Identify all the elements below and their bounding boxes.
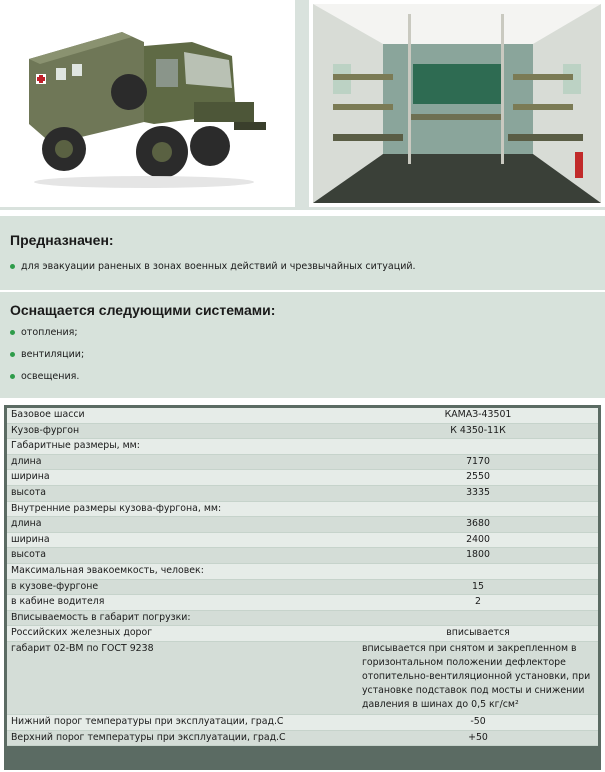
spec-row [7,470,598,486]
military-ambulance-truck-photo [4,4,291,203]
spec-row [7,485,598,501]
spec-row [7,610,598,626]
systems-item [10,349,84,360]
spec-label: Внутренние размеры кузова-фургона, мм: [7,501,358,517]
spec-value [358,439,598,455]
spec-value [358,501,598,517]
spec-value: вписывается при снятом и закрепленном в горизонтальном положении дефлекторе отопительно-вентиляционной установки, при установке подставок под мосты и снижении давления в шинах до 0,5 кг/см² [358,641,598,714]
spec-label: ширина [7,532,358,548]
systems-item [10,327,78,338]
spec-value [358,563,598,579]
spec-label: ширина [7,470,358,486]
systems-item-text: отопления; [21,327,78,338]
spec-row [7,595,598,611]
spec-label: длина [7,517,358,533]
spec-value: КАМАЗ-43501 [358,408,598,423]
spec-row [7,626,598,642]
systems-item [10,371,79,382]
spec-label: высота [7,485,358,501]
spec-value: 2 [358,595,598,611]
spec-label: Максимальная эвакоемкость, человек: [7,563,358,579]
spec-value [358,610,598,626]
spec-row [7,423,598,439]
bullet-icon [10,330,15,335]
spec-row [7,730,598,746]
spec-value: 15 [358,579,598,595]
spec-label: габарит 02-ВМ по ГОСТ 9238 [7,641,358,714]
spec-label: Верхний порог температуры при эксплуатации, град.С [7,730,358,746]
bullet-icon [10,264,15,269]
spec-value: 1800 [358,548,598,564]
spec-row [7,408,598,423]
spec-value: вписывается [358,626,598,642]
spec-label: в кабине водителя [7,595,358,611]
systems-item-text: освещения. [21,371,80,382]
spec-label: Нижний порог температуры при эксплуатации, град.С [7,714,358,730]
spec-value: +50 [358,730,598,746]
bullet-icon [10,374,15,379]
purpose-section [0,216,605,290]
spec-label: Российских железных дорог [7,626,358,642]
spec-label: Габаритные размеры, мм: [7,439,358,455]
truck-photo [0,0,295,207]
spec-row [7,439,598,455]
spec-row [7,579,598,595]
spec-value: 7170 [358,454,598,470]
spec-row [7,501,598,517]
spec-row [7,548,598,564]
purpose-item-text: для эвакуации раненых в зонах военных действий и чрезвычайных ситуаций. [21,261,416,272]
spec-row [7,532,598,548]
specs-table-frame [4,405,601,770]
spec-value: 2400 [358,532,598,548]
systems-item-text: вентиляции; [21,349,85,360]
spec-value: -50 [358,714,598,730]
spec-label: Вписываемость в габарит погрузки: [7,610,358,626]
spec-row [7,454,598,470]
spec-value: 2550 [358,470,598,486]
spec-row [7,641,598,714]
spec-label: Базовое шасси [7,408,358,423]
spec-label: в кузове-фургоне [7,579,358,595]
interior-photo [309,0,605,207]
purpose-title: Предназначен: [10,232,114,248]
spec-row [7,714,598,730]
systems-title: Оснащается следующими системами: [10,302,276,318]
spec-label: длина [7,454,358,470]
spec-label: высота [7,548,358,564]
ambulance-interior-stretchers-photo [313,4,601,203]
photo-strip [0,0,605,210]
spec-value: 3335 [358,485,598,501]
spec-label: Кузов-фургон [7,423,358,439]
specs-table [7,408,598,746]
spec-value: 3680 [358,517,598,533]
systems-section [0,292,605,398]
purpose-item [10,261,416,272]
bullet-icon [10,352,15,357]
spec-row [7,517,598,533]
spec-value: К 4350-11К [358,423,598,439]
spec-row [7,563,598,579]
